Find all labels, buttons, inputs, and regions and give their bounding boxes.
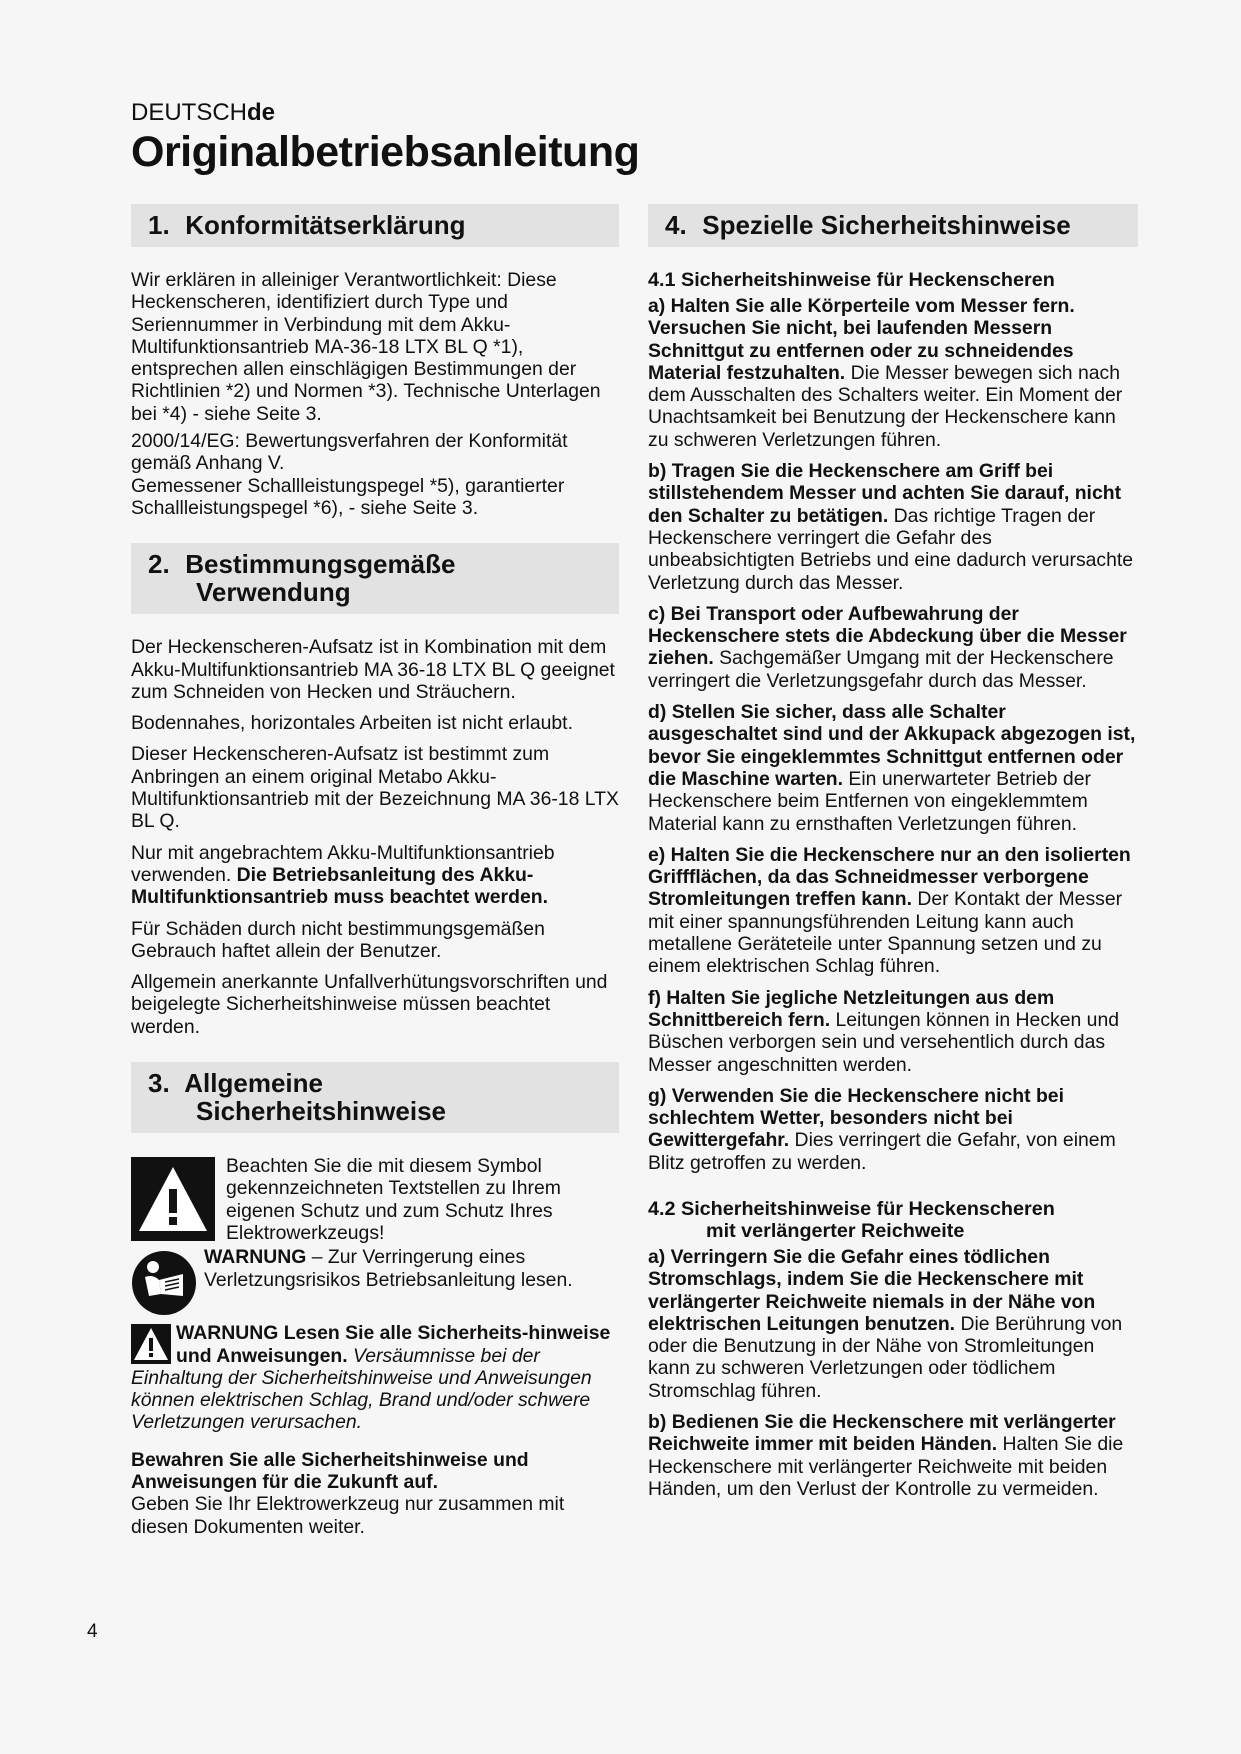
warning-symbol-note <box>131 1155 619 1244</box>
keep-instructions: Bewahren Sie alle Sicherheitshinweise und Anweisungen für die Zukunft auf. Geben Sie Ihr Elektrowerkzeug nur zusammen mit diesen Dokumenten weiter. <box>131 1448 565 1538</box>
symbol-explanation: Beachten Sie die mit diesem Symbol gekennzeichneten Textstellen zu Ihrem eigenen Schutz und zum Schutz Ihres Elektrowerkzeugs! <box>226 1155 561 1244</box>
warning-triangle-icon <box>131 1157 215 1241</box>
sec2-paragraph-3: Dieser Heckenscheren-Aufsatz ist bestimmt zum Anbringen an einem original Metabo Akku-Multifunktionsantrieb mit der Bezeichnung MA 36-18 LTX BL Q. <box>131 743 619 833</box>
extended-item-b: b) Bedienen Sie die Heckenschere mit verlängerter Reichweite immer mit beiden Händen. Halten Sie die Heckenschere mit verlängerter Reichweite mit beiden Händen, um den Verlust der Kontrolle zu vermeiden. <box>648 1411 1124 1500</box>
safety-item-a: a) Halten Sie alle Körperteile vom Messer fern. Versuchen Sie nicht, bei laufenden Messern Schnittgut zu entfernen oder zu schneidendes Material festzuhalten. Die Messer bewegen sich nach dem Ausschalten des Schalters weiter. Ein Moment der Unachtsamkeit bei Benutzung der Heckenschere kann zu schweren Verletzungen führen. <box>648 295 1123 451</box>
page-number: 4 <box>87 1621 98 1642</box>
sec1-paragraph-2: 2000/14/EG: Bewertungsverfahren der Konformität gemäß Anhang V. Gemessener Schallleistungspegel *5), garantierter Schallleistungspegel *6), - siehe Seite 3. <box>131 430 568 519</box>
section-1-heading: 1. Konformitätserklärung <box>131 204 619 247</box>
extended-item-a: a) Verringern Sie die Gefahr eines tödlichen Stromschlags, indem Sie die Heckenschere mit verlängerter Reichweite niemals in der Nähe von elektrischen Leitungen benutzen. Die Berührung von oder die Benutzung in der Nähe von Stromleitungen kann zu schweren Verletzungen oder tödlichem Stromschlag führen. <box>648 1245 1123 1402</box>
language-label: DEUTSCHde <box>131 99 276 126</box>
page-title: Originalbetriebsanleitung <box>131 128 640 176</box>
sec2-paragraph-1: Der Heckenscheren-Aufsatz ist in Kombination mit dem Akku-Multifunktionsantrieb MA 36-18 LTX BL Q geeignet zum Schneiden von Hecken und Sträuchern. <box>131 636 615 703</box>
left-column <box>131 204 619 1547</box>
safety-item-e: e) Halten Sie die Heckenschere nur an den isolierten Griffflächen, da das Schneidmesser verborgene Stromleitungen treffen kann. Der Kontakt der Messer mit einer spannungsführenden Leitung kann auch metallene Geräteteile unter Spannung setzen und zu einem elektrischen Schlag führen. <box>648 843 1131 978</box>
safety-item-c: c) Bei Transport oder Aufbewahrung der Heckenschere stets die Abdeckung über die Messer ziehen. Sachgemäßer Umgang mit der Heckenschere verringert die Verletzungsgefahr durch das Messer. <box>648 602 1127 692</box>
sec2-paragraph-5: Für Schäden durch nicht bestimmungsgemäßen Gebrauch haftet allein der Benutzer. <box>131 917 545 962</box>
section-2-heading: 2. Bestimmungsgemäße Verwendung <box>131 543 619 614</box>
safety-item-g: g) Verwenden Sie die Heckenschere nicht bei schlechtem Wetter, besonders nicht bei Gewittergefahr. Dies verringert die Gefahr, von einem Blitz getroffen zu werden. <box>648 1084 1116 1174</box>
section-4-heading: 4. Spezielle Sicherheitshinweise <box>648 204 1138 247</box>
safety-item-d: d) Stellen Sie sicher, dass alle Schalter ausgeschaltet sind und der Akkupack abgezogen ist, bevor Sie eingeklemmtes Schnittgut entfernen oder die Maschine warten. Ein unerwarteter Betrieb der Heckenschere beim Entfernen von eingeklemmtem Material kann zu ernsthaften Verletzungen führen. <box>648 701 1136 835</box>
subsection-4-1-heading: 4.1 Sicherheitshinweise für Heckenscheren <box>648 269 1055 291</box>
sec2-paragraph-4: Nur mit angebrachtem Akku-Multifunktionsantrieb verwenden. Die Betriebsanleitung des Akku-Multifunktionsantrieb muss beachtet werden. <box>131 841 555 909</box>
sec2-paragraph-2: Bodennahes, horizontales Arbeiten ist nicht erlaubt. <box>131 712 573 735</box>
safety-item-f: f) Halten Sie jegliche Netzleitungen aus dem Schnittbereich fern. Leitungen können in Hecken und Büschen verborgen sein und versehentlich durch das Messer angeschnitten werden. <box>648 986 1120 1076</box>
subsection-4-2-heading: 4.2 Sicherheitshinweise für Heckenscheren mit verlängerter Reichweite <box>648 1197 1055 1242</box>
small-warning-triangle-icon <box>131 1324 171 1364</box>
sec2-paragraph-6: Allgemein anerkannte Unfallverhütungsvorschriften und beigelegte Sicherheitshinweise müssen beachtet werden. <box>131 971 608 1038</box>
section-3-heading: 3. Allgemeine Sicherheitshinweise <box>131 1062 619 1133</box>
general-warning: WARNUNG Lesen Sie alle Sicherheits-hinweise und Anweisungen. Versäumnisse bei der Einhaltung der Sicherheitshinweise und Anweisungen können elektrischen Schlag, Brand und/oder schwere Verletzungen verursachen. <box>131 1322 611 1434</box>
read-manual-text: WARNUNG – Zur Verringerung eines Verletzungsrisikos Betriebsanleitung lesen. <box>204 1246 573 1291</box>
read-manual-note <box>131 1246 619 1316</box>
sec1-paragraph-1: Wir erklären in alleiniger Verantwortlichkeit: Diese Heckenscheren, identifiziert durch Type und Seriennummer in Verbindung mit dem Akku-Multifunktionsantrieb MA-36-18 LTX BL Q *1), entsprechen allen einschlägigen Bestimmungen der Richtlinien *2) und Normen *3). Technische Unterlagen bei *4) - siehe Seite 3. <box>131 269 601 425</box>
safety-item-b: b) Tragen Sie die Heckenschere am Griff bei stillstehendem Messer und achten Sie darauf, nicht den Schalter zu betätigen. Das richtige Tragen der Heckenschere verringert die Gefahr des unbeabsichtigten Betriebs und eine dadurch verursachte Verletzung durch das Messer. <box>648 460 1134 594</box>
read-manual-icon <box>131 1250 197 1316</box>
right-column <box>648 204 1138 1509</box>
